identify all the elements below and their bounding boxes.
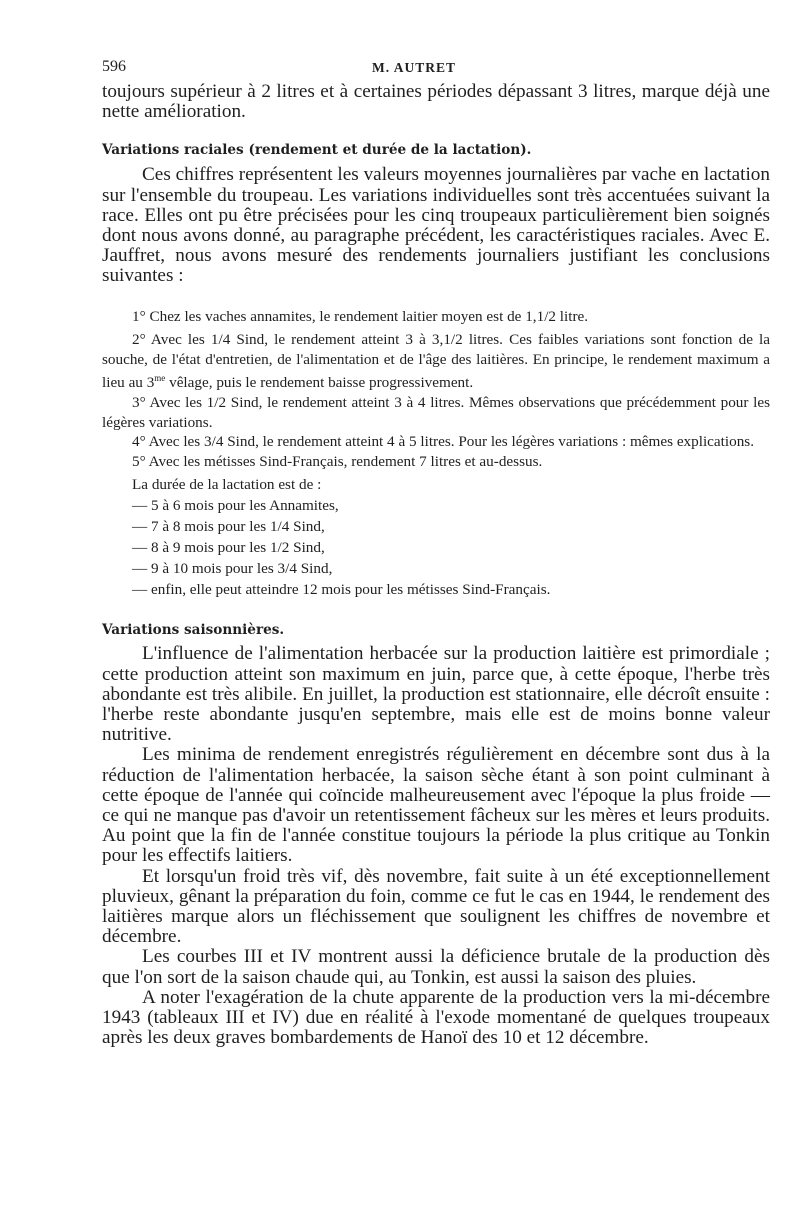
duration-item: — 9 à 10 mois pour les 3/4 Sind,	[132, 560, 333, 578]
heading-racial-variations: Variations raciales (rendement et durée de la lactation).	[102, 142, 532, 159]
duration-item: — 8 à 9 mois pour les 1/2 Sind,	[132, 539, 325, 557]
duration-list	[102, 495, 770, 600]
intro-paragraph: toujours supérieur à 2 litres et à certaines périodes dépassant 3 litres, marque déjà une nette amélioration.	[102, 81, 770, 123]
duration-item: — 5 à 6 mois pour les Annamites,	[132, 497, 339, 515]
seasonal-paragraph-2: Les minima de rendement enregistrés régulièrement en décembre sont dus à la réduction de l'alimentation herbacée, la saison sèche étant à son point culminant à cette époque de l'année qui coïncide malheureusement avec l'époque la plus froide — ce qui ne manque pas d'avoir un retentissement fâcheux sur les mères et leurs produits. Au point que la fin de l'année constitue toujours la période la plus critique au Tonkin pour les effectifs laitiers.	[102, 744, 770, 867]
racial-paragraph: Ces chiffres représentent les valeurs moyennes journalières par vache en lactation sur l'ensemble du troupeau. Les variations individuelles sont très accentuées suivant la race. Elles ont pu être précisées pour les cinq troupeaux particulièrement bien soignés dont nous avons donné, au paragraphe précédent, les caractéristiques raciales. Avec E. Jauffret, nous avons mesuré des rendements journaliers justifiant les conclusions suivantes :	[102, 164, 770, 287]
seasonal-paragraph-3: Et lorsqu'un froid très vif, dès novembre, fait suite à un été exceptionnellement pluvieux, gênant la préparation du foin, comme ce fut le cas en 1944, le rendement des laitières marque alors un fléchissement que soulignent les chiffres de novembre et décembre.	[102, 865, 770, 948]
page-header	[102, 58, 770, 82]
seasonal-body	[102, 644, 770, 1048]
page-number: 596	[102, 58, 126, 75]
conclusion-item-3: 3° Avec les 1/2 Sind, le rendement atteint 3 à 4 litres. Mêmes observations que précédemment pour les légères variations.	[102, 394, 770, 431]
duration-intro: La durée de la lactation est de :	[132, 476, 322, 494]
duration-item: — 7 à 8 mois pour les 1/4 Sind,	[132, 518, 325, 536]
conclusion-item-5: 5° Avec les métisses Sind-Français, rendement 7 litres et au-dessus.	[132, 452, 543, 470]
page	[102, 58, 770, 1049]
seasonal-paragraph-1: L'influence de l'alimentation herbacée sur la production laitière est primordiale ; cette production atteint son maximum en juin, parce que, à cette époque, l'herbe très abondante est très alibile. En juillet, la production est stationnaire, elle décroît ensuite : l'herbe reste abondante jusqu'en septembre, mais elle est de moins bonne valeur nutritive.	[102, 643, 770, 746]
duration-item: — enfin, elle peut atteindre 12 mois pour les métisses Sind-Français.	[132, 581, 551, 599]
racial-conclusions-list	[102, 307, 770, 472]
conclusion-item-2-text: 2° Avec les 1/4 Sind, le rendement atteint 3 à 3,1/2 litres. Ces faibles variations sont fonction de la souche, de l'état d'entretien, de l'alimentation et de l'âge des laitières. En principe, le rendement maximum a lieu au 3	[102, 331, 770, 392]
conclusion-item-2	[102, 330, 770, 393]
running-title: M. AUTRET	[372, 60, 457, 75]
heading-seasonal-variations: Variations saisonnières.	[102, 622, 285, 639]
conclusion-item-2-sup: me	[154, 373, 166, 384]
conclusion-item-4: 4° Avec les 3/4 Sind, le rendement atteint 4 à 5 litres. Pour les légères variations : mêmes explications.	[132, 433, 754, 451]
seasonal-paragraph-5: A noter l'exagération de la chute apparente de la production vers la mi-décembre 1943 (tableaux III et IV) due en réalité à l'exode momentané de quelques troupeaux après les deux graves bombardements de Hanoï des 10 et 12 décembre.	[102, 986, 770, 1049]
seasonal-paragraph-4: Les courbes III et IV montrent aussi la déficience brutale de la production dès que l'on sort de la saison chaude qui, au Tonkin, est aussi la saison des pluies.	[102, 946, 770, 988]
conclusion-item-1: 1° Chez les vaches annamites, le rendement laitier moyen est de 1,1/2 litre.	[132, 307, 589, 325]
conclusion-item-2-tail: vêlage, puis le rendement baisse progressivement.	[165, 374, 474, 392]
